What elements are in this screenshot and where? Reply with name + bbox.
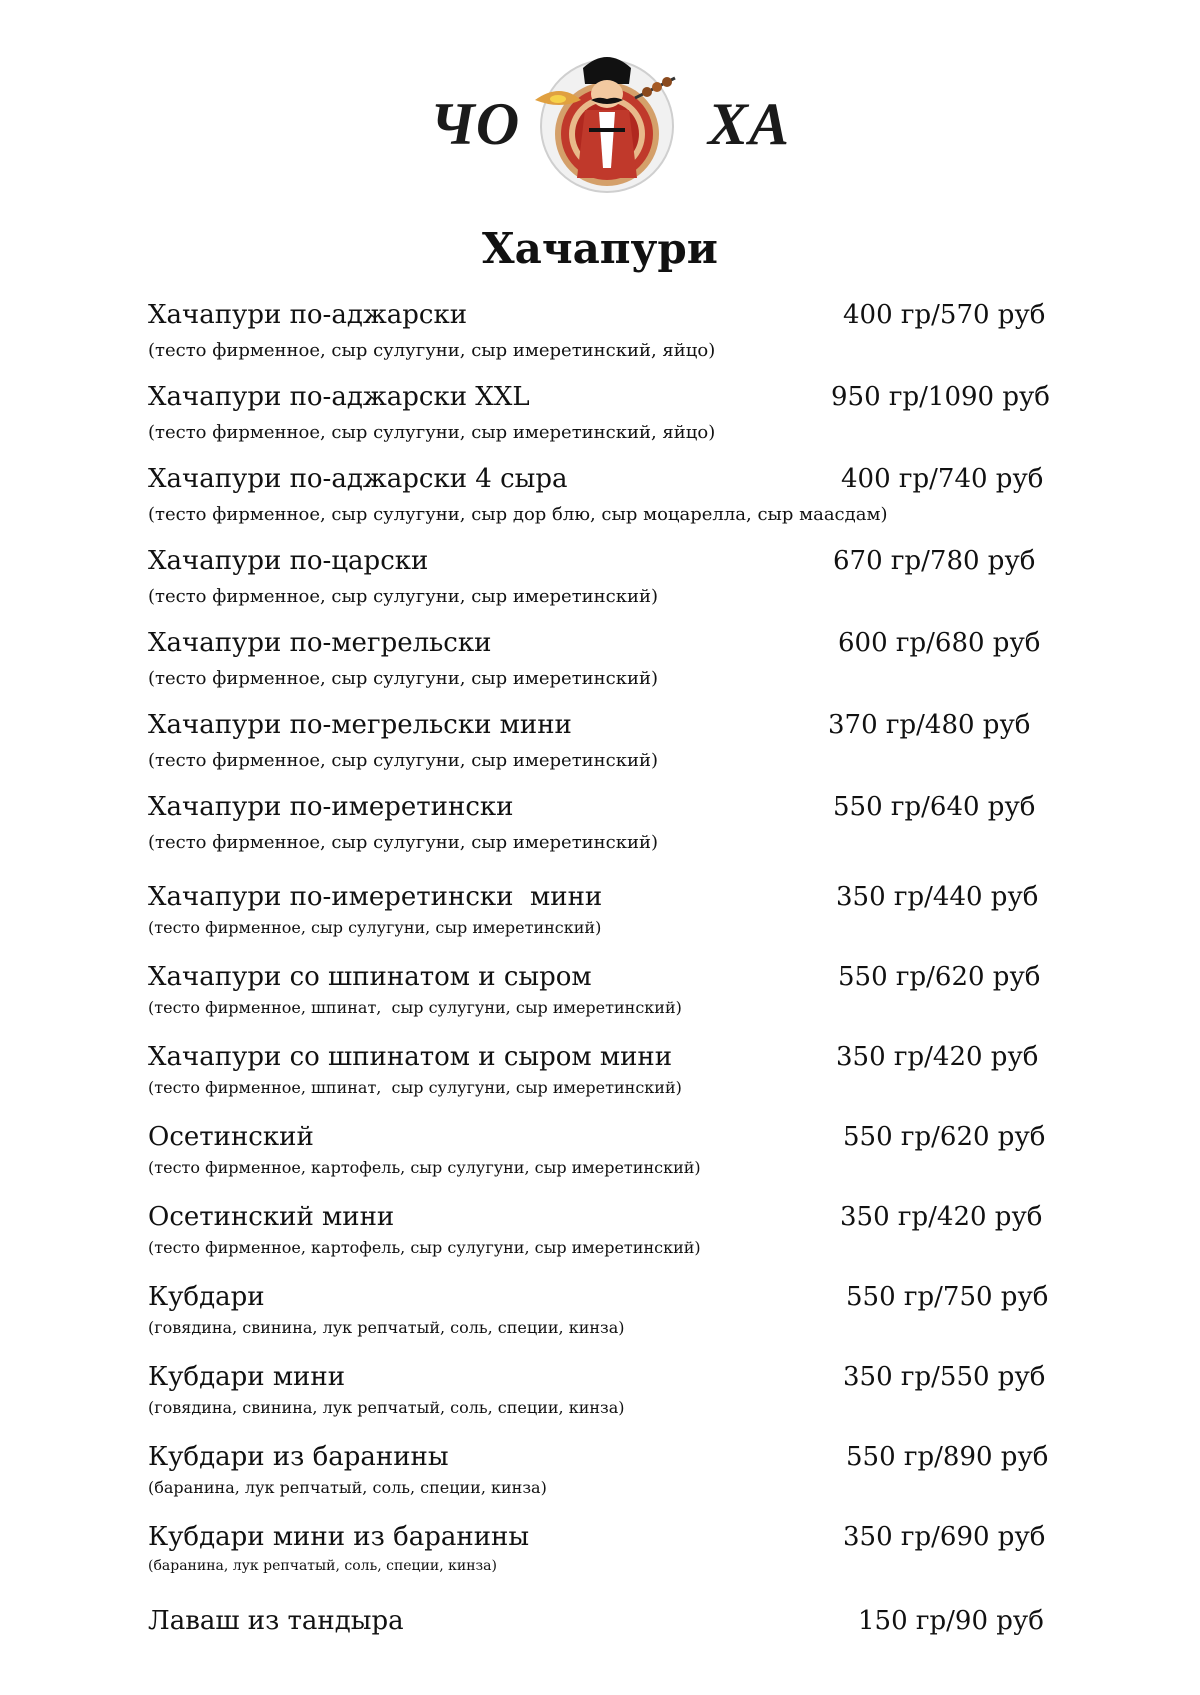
item-price: 550 гр/750 руб bbox=[846, 1282, 1049, 1312]
item-name: Хачапури со шпинатом и сыром bbox=[148, 962, 592, 992]
item-price: 350 гр/420 руб bbox=[836, 1042, 1039, 1072]
item-name: Осетинский мини bbox=[148, 1202, 395, 1232]
logo-text-right: ХА bbox=[707, 91, 790, 157]
item-price: 350 гр/690 руб bbox=[843, 1522, 1046, 1552]
item-description: (тесто фирменное, сыр сулугуни, сыр имеретинский, яйцо) bbox=[148, 340, 716, 361]
item-description: (тесто фирменное, шпинат, сыр сулугуни, сыр имеретинский) bbox=[148, 998, 682, 1017]
item-price: 150 гр/90 руб bbox=[858, 1606, 1044, 1636]
item-name: Хачапури по-аджарски bbox=[148, 300, 468, 330]
item-price: 350 гр/550 руб bbox=[843, 1362, 1046, 1392]
item-price: 550 гр/890 руб bbox=[846, 1442, 1049, 1472]
item-name: Кубдари из баранины bbox=[148, 1442, 449, 1472]
item-price: 350 гр/420 руб bbox=[840, 1202, 1043, 1232]
item-name: Кубдари мини из баранины bbox=[148, 1522, 530, 1552]
item-price: 950 гр/1090 руб bbox=[831, 382, 1050, 412]
item-description: (баранина, лук репчатый, соль, специи, кинза) bbox=[148, 1558, 497, 1574]
item-price: 550 гр/620 руб bbox=[843, 1122, 1046, 1152]
item-name: Кубдари bbox=[148, 1282, 265, 1312]
item-description: (тесто фирменное, сыр сулугуни, сыр имеретинский) bbox=[148, 750, 659, 771]
item-name: Хачапури со шпинатом и сыром мини bbox=[148, 1042, 673, 1072]
item-name: Осетинский bbox=[148, 1122, 314, 1152]
restaurant-logo bbox=[430, 38, 790, 198]
item-name: Хачапури по-мегрельски мини bbox=[148, 710, 572, 740]
item-description: (тесто фирменное, сыр сулугуни, сыр имеретинский) bbox=[148, 586, 659, 607]
item-name: Хачапури по-царски bbox=[148, 546, 429, 576]
item-description: (тесто фирменное, сыр сулугуни, сыр имеретинский) bbox=[148, 918, 602, 937]
item-description: (тесто фирменное, сыр сулугуни, сыр дор блю, сыр моцарелла, сыр маасдам) bbox=[148, 504, 888, 525]
item-name: Лаваш из тандыра bbox=[148, 1606, 404, 1636]
item-name: Кубдари мини bbox=[148, 1362, 346, 1392]
item-description: (тесто фирменное, сыр сулугуни, сыр имеретинский, яйцо) bbox=[148, 422, 716, 443]
item-description: (говядина, свинина, лук репчатый, соль, специи, кинза) bbox=[148, 1398, 625, 1417]
item-price: 400 гр/570 руб bbox=[843, 300, 1046, 330]
item-price: 550 гр/640 руб bbox=[833, 792, 1036, 822]
logo-emblem-icon bbox=[525, 38, 690, 198]
logo-text-left: ЧО bbox=[430, 91, 521, 157]
item-description: (говядина, свинина, лук репчатый, соль, специи, кинза) bbox=[148, 1318, 625, 1337]
item-price: 400 гр/740 руб bbox=[841, 464, 1044, 494]
item-description: (тесто фирменное, картофель, сыр сулугуни, сыр имеретинский) bbox=[148, 1158, 701, 1177]
item-price: 350 гр/440 руб bbox=[836, 882, 1039, 912]
item-name: Хачапури по-мегрельски bbox=[148, 628, 492, 658]
item-description: (баранина, лук репчатый, соль, специи, кинза) bbox=[148, 1478, 547, 1497]
section-title: Хачапури bbox=[482, 224, 718, 273]
item-description: (тесто фирменное, сыр сулугуни, сыр имеретинский) bbox=[148, 832, 659, 853]
item-price: 600 гр/680 руб bbox=[838, 628, 1041, 658]
item-price: 670 гр/780 руб bbox=[833, 546, 1036, 576]
item-description: (тесто фирменное, сыр сулугуни, сыр имеретинский) bbox=[148, 668, 659, 689]
item-price: 550 гр/620 руб bbox=[838, 962, 1041, 992]
item-description: (тесто фирменное, шпинат, сыр сулугуни, сыр имеретинский) bbox=[148, 1078, 682, 1097]
item-name: Хачапури по-аджарски 4 сыра bbox=[148, 464, 568, 494]
item-description: (тесто фирменное, картофель, сыр сулугуни, сыр имеретинский) bbox=[148, 1238, 701, 1257]
item-name: Хачапури по-имеретински bbox=[148, 792, 514, 822]
item-name: Хачапури по-аджарски XXL bbox=[148, 382, 530, 412]
item-name: Хачапури по-имеретински мини bbox=[148, 882, 603, 912]
item-price: 370 гр/480 руб bbox=[828, 710, 1031, 740]
